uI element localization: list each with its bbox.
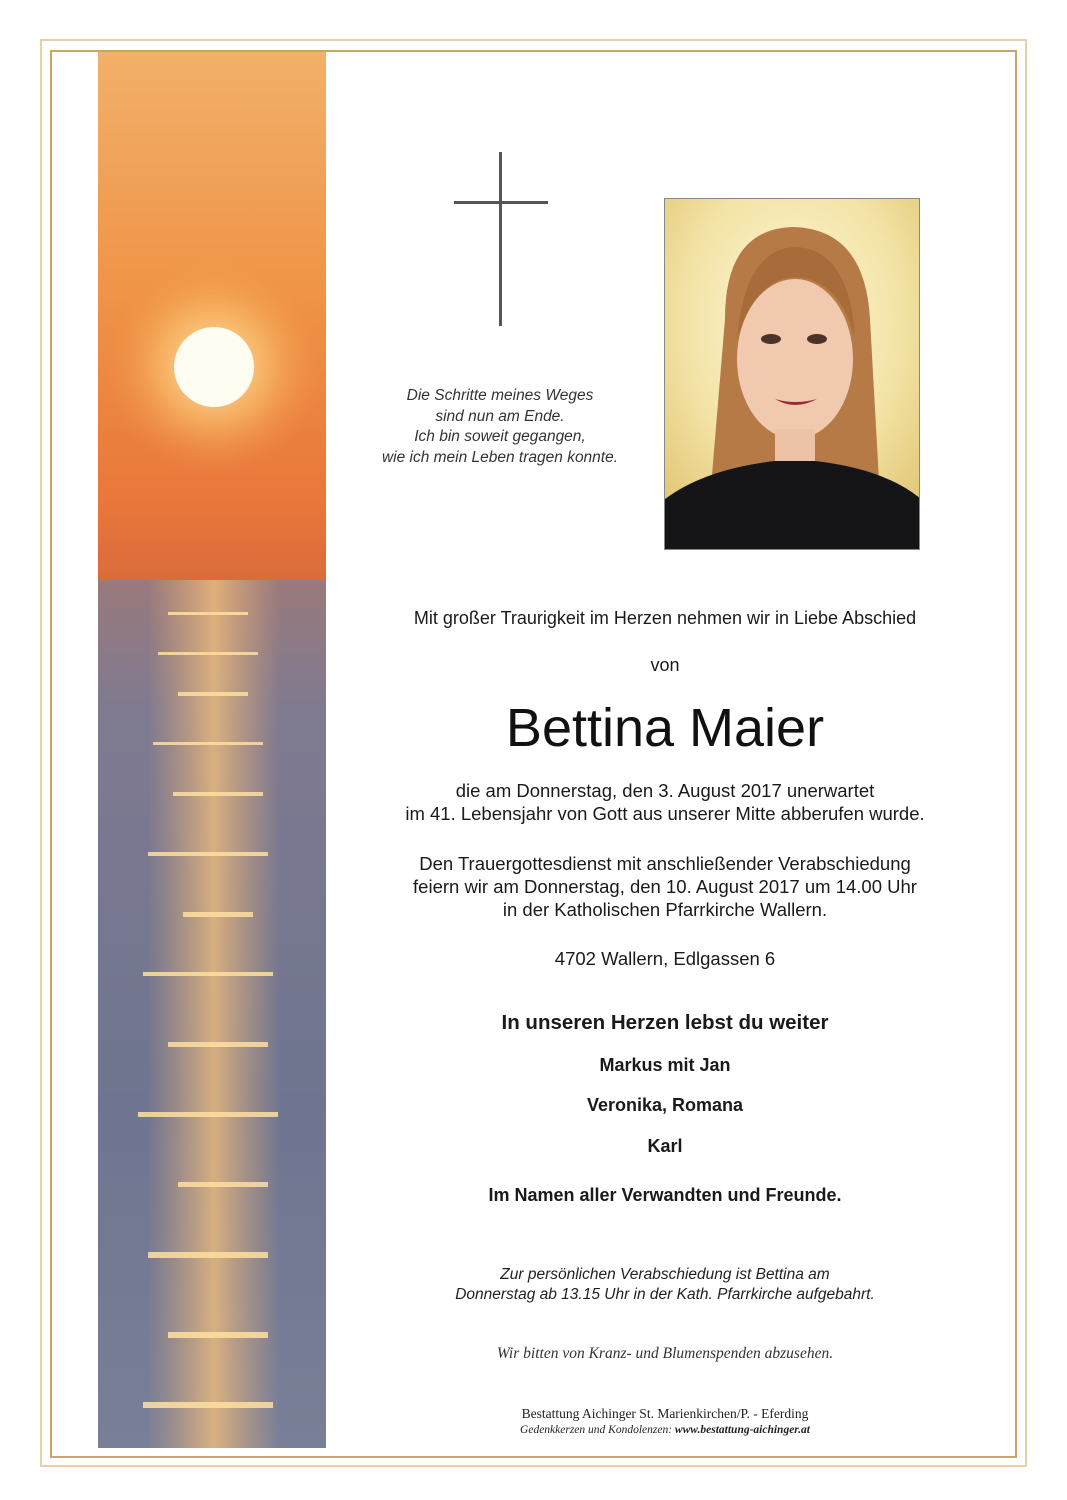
poem-line: sind nun am Ende.	[435, 407, 565, 425]
viewing-line: Zur persönlichen Verabschiedung ist Bettina am	[500, 1266, 830, 1283]
viewing-line: Donnerstag ab 13.15 Uhr in der Kath. Pfarrkirche aufgebahrt.	[455, 1286, 875, 1303]
service-line: in der Katholischen Pfarrkirche Wallern.	[502, 899, 828, 920]
sunset-sea-image	[98, 52, 326, 1448]
viewing-note	[340, 1265, 990, 1305]
von-text: von	[650, 655, 680, 675]
condolence-label: Gedenkkerzen und Kondolenzen:	[520, 1424, 673, 1436]
cross-icon	[454, 152, 548, 326]
service-line: feiern wir am Donnerstag, den 10. August 2017 um 14.00 Uhr	[413, 876, 917, 897]
portrait-photo	[664, 198, 920, 550]
death-line: im 41. Lebensjahr von Gott aus unserer Mitte abberufen wurde.	[405, 803, 925, 824]
intro-text: Mit großer Traurigkeit im Herzen nehmen wir in Liebe Abschied	[413, 608, 917, 628]
relatives-line: Im Namen aller Verwandten und Freunde.	[488, 1185, 842, 1205]
condolence-link[interactable]: www.bestattung-aichinger.at	[674, 1424, 810, 1436]
undertaker-name: Bestattung Aichinger St. Marienkirchen/P. - Eferding	[521, 1406, 809, 1421]
poem-line: Ich bin soweit gegangen,	[414, 428, 586, 445]
poem-line: wie ich mein Leben tragen konnte.	[381, 448, 619, 466]
service-line: Den Trauergottesdienst mit anschließender Verabschiedung	[419, 853, 911, 874]
poem	[340, 386, 660, 468]
deceased-name: Bettina Maier	[505, 698, 825, 758]
death-notice	[340, 779, 990, 825]
wreath-note: Wir bitten von Kranz- und Blumenspenden abzusehen.	[496, 1345, 834, 1362]
heart-line: In unseren Herzen lebst du weiter	[501, 1011, 829, 1034]
death-line: die am Donnerstag, den 3. August 2017 unerwartet	[455, 780, 875, 801]
mourner: Karl	[647, 1136, 683, 1156]
mourner: Veronika, Romana	[586, 1095, 744, 1115]
mourner: Markus mit Jan	[599, 1055, 731, 1075]
poem-line: Die Schritte meines Weges	[406, 387, 594, 404]
address: 4702 Wallern, Edlgassen 6	[554, 948, 776, 969]
service-info	[340, 852, 990, 921]
condolence-info	[340, 1424, 990, 1436]
